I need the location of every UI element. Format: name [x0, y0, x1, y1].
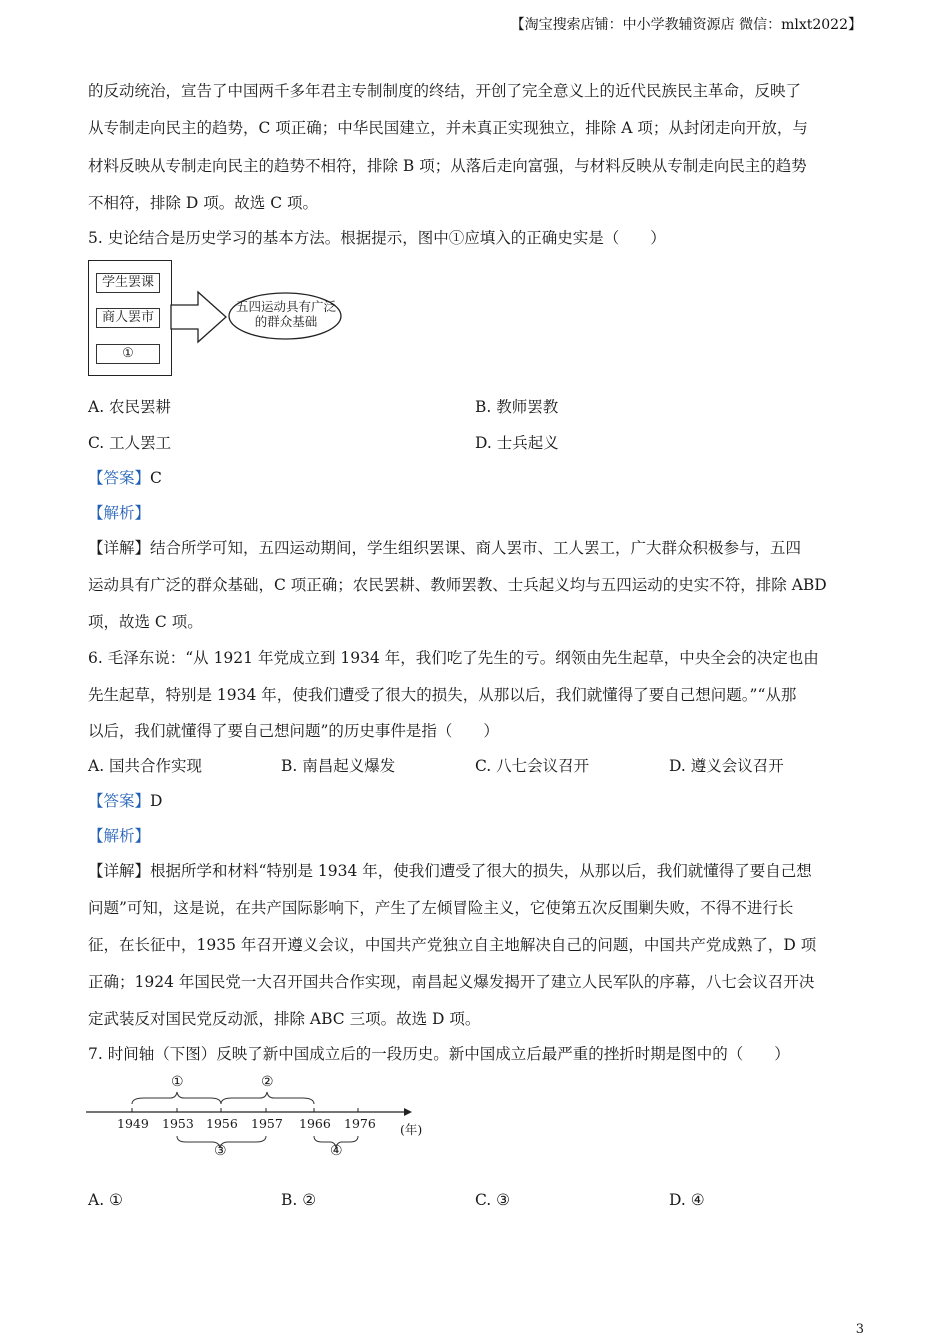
axis-arrow-icon [404, 1108, 412, 1116]
q7-question: 7. 时间轴（下图）反映了新中国成立后的一段历史。新中国成立后最严重的挫折时期是图中的（ ） [88, 1045, 790, 1063]
right-arrow-icon [171, 292, 226, 342]
detail-text: 结合所学可知，五四运动期间，学生组织罢课、商人罢市、工人罢工，广大群众积极参与，五四 [150, 539, 802, 557]
year-unit: (年) [400, 1122, 423, 1137]
answer-label: 【答案】 [88, 792, 151, 810]
q6-option-a: A. 国共合作实现 [88, 757, 203, 775]
q4-explanation-line-3: 材料反映从专制走向民主的趋势不相符，排除 B 项；从落后走向富强，与材料反映从专制走向民主的趋势 [88, 157, 807, 175]
detail-text: 根据所学和材料“特别是 1934 年，使我们遭受了很大的损失，从那以后，我们就懂得了要自己想 [150, 862, 812, 880]
answer-value: C [150, 469, 162, 487]
result-text: 五四运动具有广泛的群众基础 [235, 299, 336, 329]
answer-value: D [150, 792, 163, 810]
q6-question-line-3: 以后，我们就懂得了要自己想问题”的历史事件是指（ ） [88, 722, 499, 740]
q6-answer [88, 790, 868, 812]
mark-1: ① [171, 1074, 184, 1090]
mark-2: ② [261, 1074, 274, 1090]
q5-answer [88, 467, 868, 489]
q4-explanation-line-2: 从专制走向民主的趋势，C 项正确；中华民国建立，并未真正实现独立，排除 A 项；从封闭走向开放，与 [88, 119, 808, 137]
cause-box-2: 商人罢市 [96, 308, 160, 328]
q5-option-a: A. 农民罢耕 [88, 398, 172, 416]
page-header: 【淘宝搜索店铺：中小学教辅资源店 微信：mlxt2022】 [510, 17, 862, 33]
cause-box-3: ① [96, 344, 160, 364]
q6-option-d: D. 遵义会议召开 [669, 757, 784, 775]
q5-question: 5. 史论结合是历史学习的基本方法。根据提示，图中①应填入的正确史实是（ ） [88, 229, 666, 247]
year-1953: 1953 [162, 1116, 194, 1131]
q6-analysis-label: 【解析】 [88, 827, 151, 845]
mark-4: ④ [330, 1143, 343, 1159]
q4-explanation-line-4: 不相符，排除 D 项。故选 C 项。 [88, 194, 318, 212]
cause-box-1: 学生罢课 [96, 273, 160, 293]
detail-label: 【详解】 [88, 862, 151, 880]
q5-option-b: B. 教师罢教 [475, 398, 559, 416]
q6-option-b: B. 南昌起义爆发 [281, 757, 396, 775]
q6-option-c: C. 八七会议召开 [475, 757, 590, 775]
q7-option-b: B. ② [281, 1191, 317, 1209]
q5-option-c: C. 工人罢工 [88, 434, 172, 452]
q7-option-d: D. ④ [669, 1191, 705, 1209]
brace-2 [221, 1092, 314, 1104]
q6-detail-line-5: 定武装反对国民党反动派，排除 ABC 三项。故选 D 项。 [88, 1010, 481, 1028]
q5-detail-line-2: 运动具有广泛的群众基础，C 项正确；农民罢耕、教师罢教、士兵起义均与五四运动的史实不符，排除 ABD [88, 576, 827, 594]
page-number: 3 [855, 1322, 864, 1337]
year-1949: 1949 [117, 1116, 149, 1131]
year-1966: 1966 [299, 1116, 331, 1131]
detail-label: 【详解】 [88, 539, 151, 557]
q7-option-c: C. ③ [475, 1191, 511, 1209]
brace-1 [132, 1092, 221, 1104]
q5-detail-line-3: 项，故选 C 项。 [88, 613, 203, 631]
mark-3: ③ [214, 1143, 227, 1159]
q6-question-line-1: 6. 毛泽东说：“从 1921 年党成立到 1934 年，我们吃了先生的亏。纲领由先生起草，中央全会的决定也由 [88, 649, 819, 667]
q5-analysis-label: 【解析】 [88, 504, 151, 522]
q7-option-a: A. ① [88, 1191, 123, 1209]
q5-detail-line-1 [88, 537, 868, 559]
year-1957: 1957 [251, 1116, 283, 1131]
q6-detail-line-3: 征，在长征中，1935 年召开遵义会议，中国共产党独立自主地解决自己的问题，中国共产党成熟了，D 项 [88, 936, 817, 954]
q4-explanation-line-1: 的反动统治，宣告了中国两千多年君主专制制度的终结，开创了完全意义上的近代民族民主革命，反映了 [88, 82, 802, 100]
q6-question-line-2: 先生起草，特别是 1934 年，使我们遭受了很大的损失，从那以后，我们就懂得了要自己想问题。”“从那 [88, 686, 797, 704]
q6-detail-line-2: 问题”可知，这是说，在共产国际影响下，产生了左倾冒险主义，它使第五次反围剿失败，不得不进行长 [88, 899, 794, 917]
q7-timeline [86, 1074, 426, 1166]
year-1956: 1956 [206, 1116, 238, 1131]
answer-label: 【答案】 [88, 469, 151, 487]
q5-option-d: D. 士兵起义 [475, 434, 559, 452]
q6-detail-line-1 [88, 860, 868, 882]
year-1976: 1976 [344, 1116, 376, 1131]
q6-detail-line-4: 正确；1924 年国民党一大召开国共合作实现，南昌起义爆发揭开了建立人民军队的序幕，八七会议召开决 [88, 973, 815, 991]
